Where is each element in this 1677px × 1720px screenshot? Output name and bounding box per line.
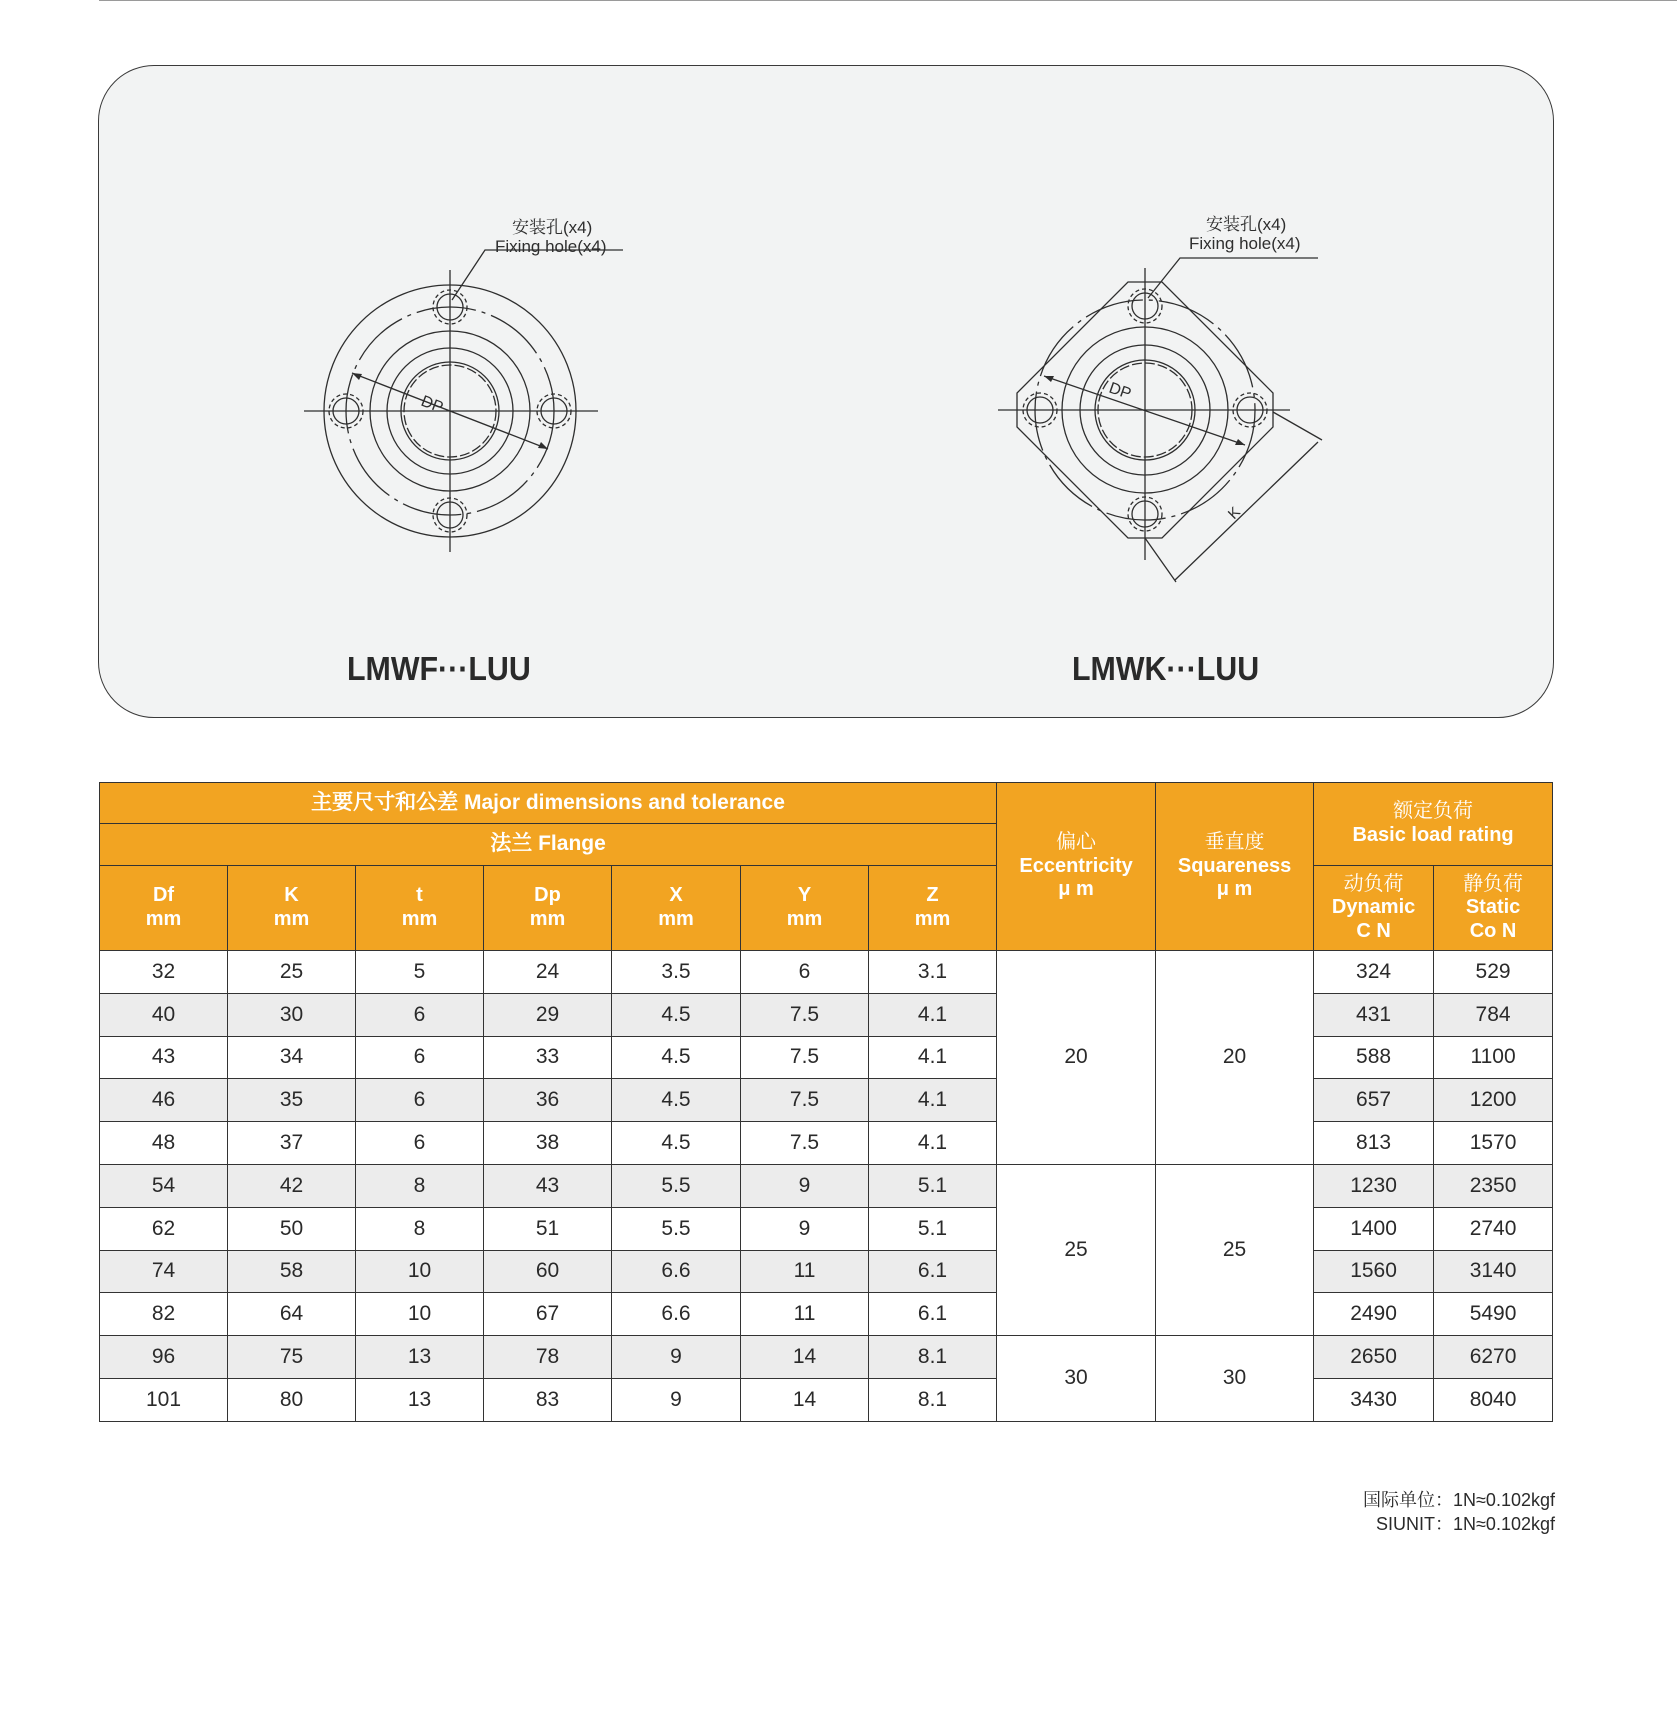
- footnote-cn: 国际单位：1N≈0.102kgf: [1363, 1490, 1555, 1510]
- cell-z: 6.1: [869, 1293, 997, 1336]
- cell-z: 8.1: [869, 1378, 997, 1421]
- cell-k: 35: [228, 1079, 356, 1122]
- squareness-en: Squareness: [1177, 854, 1292, 877]
- cell-df: 62: [100, 1207, 228, 1250]
- cell-x: 4.5: [612, 993, 741, 1036]
- cell-y: 7.5: [741, 1036, 869, 1079]
- cell-x: 6.6: [612, 1250, 741, 1293]
- cell-dp: 43: [484, 1164, 612, 1207]
- cell-df: 32: [100, 951, 228, 994]
- cell-t: 6: [356, 1122, 484, 1165]
- cell-df: 46: [100, 1079, 228, 1122]
- table-row: [100, 1164, 1553, 1207]
- cell-x: 9: [612, 1336, 741, 1379]
- header-major-dimensions: 主要尺寸和公差 Major dimensions and tolerance: [100, 783, 997, 824]
- cell-z: 6.1: [869, 1250, 997, 1293]
- cell-static: 529: [1434, 951, 1553, 994]
- cell-k: 34: [228, 1036, 356, 1079]
- cell-y: 7.5: [741, 1079, 869, 1122]
- col-header-static: 静负荷 Static Co N: [1434, 866, 1553, 951]
- cell-t: 6: [356, 1036, 484, 1079]
- load-en: Basic load rating: [1352, 824, 1514, 846]
- cell-df: 54: [100, 1164, 228, 1207]
- cell-t: 13: [356, 1378, 484, 1421]
- cell-z: 3.1: [869, 951, 997, 994]
- header-basic-load-rating: [1314, 783, 1553, 866]
- table-row: [100, 993, 1553, 1036]
- lmwk-callout-en: Fixing hole(x4): [1189, 234, 1301, 253]
- svg-text:DP: DP: [418, 392, 446, 417]
- cell-df: 96: [100, 1336, 228, 1379]
- cell-t: 10: [356, 1293, 484, 1336]
- table-row: [100, 1378, 1553, 1421]
- cell-y: 14: [741, 1378, 869, 1421]
- cell-dp: 29: [484, 993, 612, 1036]
- cell-dynamic: 2650: [1314, 1336, 1434, 1379]
- cell-t: 8: [356, 1207, 484, 1250]
- cell-dynamic: 657: [1314, 1079, 1434, 1122]
- cell-df: 101: [100, 1378, 228, 1421]
- cell-t: 10: [356, 1250, 484, 1293]
- cell-dynamic: 1400: [1314, 1207, 1434, 1250]
- cell-k: 50: [228, 1207, 356, 1250]
- cell-k: 30: [228, 993, 356, 1036]
- cell-y: 9: [741, 1164, 869, 1207]
- cell-dp: 24: [484, 951, 612, 994]
- squareness-unit: μ m: [1216, 878, 1253, 901]
- cell-k: 64: [228, 1293, 356, 1336]
- cell-x: 4.5: [612, 1036, 741, 1079]
- load-cn: 额定负荷: [1393, 800, 1474, 823]
- header-flange: 法兰 Flange: [100, 824, 997, 866]
- cell-dynamic: 1230: [1314, 1164, 1434, 1207]
- table-row: [100, 1250, 1553, 1293]
- cell-z: 4.1: [869, 993, 997, 1036]
- cell-eccentricity: 30: [997, 1336, 1156, 1422]
- cell-k: 42: [228, 1164, 356, 1207]
- cell-static: 8040: [1434, 1378, 1553, 1421]
- cell-t: 6: [356, 1079, 484, 1122]
- cell-dp: 60: [484, 1250, 612, 1293]
- cell-t: 13: [356, 1336, 484, 1379]
- table-row: [100, 1336, 1553, 1379]
- eccentricity-en: Eccentricity: [1019, 854, 1133, 877]
- cell-x: 5.5: [612, 1207, 741, 1250]
- table-row: [100, 951, 1553, 994]
- cell-df: 48: [100, 1122, 228, 1165]
- cell-static: 1200: [1434, 1079, 1553, 1122]
- cell-squareness: 30: [1156, 1336, 1314, 1422]
- cell-dynamic: 3430: [1314, 1378, 1434, 1421]
- cell-z: 4.1: [869, 1036, 997, 1079]
- cell-dp: 67: [484, 1293, 612, 1336]
- cell-dynamic: 2490: [1314, 1293, 1434, 1336]
- svg-text:K: K: [1224, 503, 1244, 523]
- cell-y: 7.5: [741, 993, 869, 1036]
- cell-y: 6: [741, 951, 869, 994]
- model-label-lmwk: LMWK···LUU: [1072, 650, 1260, 687]
- cell-y: 11: [741, 1250, 869, 1293]
- col-header-x: X mm: [612, 866, 741, 951]
- cell-z: 5.1: [869, 1207, 997, 1250]
- lmwf-callout-cn: 安装孔(x4): [512, 218, 593, 237]
- cell-y: 7.5: [741, 1122, 869, 1165]
- col-header-y: Y mm: [741, 866, 869, 951]
- model-label-lmwf: LMWF···LUU: [347, 650, 531, 687]
- cell-k: 75: [228, 1336, 356, 1379]
- cell-eccentricity: 25: [997, 1164, 1156, 1335]
- cell-dynamic: 813: [1314, 1122, 1434, 1165]
- squareness-cn: 垂直度: [1204, 831, 1265, 854]
- cell-dynamic: 324: [1314, 951, 1434, 994]
- header-squareness: [1156, 783, 1314, 951]
- cell-x: 4.5: [612, 1079, 741, 1122]
- table-row: [100, 1036, 1553, 1079]
- cell-df: 82: [100, 1293, 228, 1336]
- col-header-t: t mm: [356, 866, 484, 951]
- cell-z: 8.1: [869, 1336, 997, 1379]
- cell-k: 80: [228, 1378, 356, 1421]
- col-header-dp: Dp mm: [484, 866, 612, 951]
- cell-t: 5: [356, 951, 484, 994]
- cell-k: 25: [228, 951, 356, 994]
- svg-text:DP: DP: [1106, 379, 1134, 404]
- table-row: [100, 1122, 1553, 1165]
- cell-z: 4.1: [869, 1079, 997, 1122]
- cell-t: 8: [356, 1164, 484, 1207]
- top-rule: [99, 0, 1677, 1]
- cell-static: 3140: [1434, 1250, 1553, 1293]
- lmwf-callout-en: Fixing hole(x4): [495, 237, 607, 256]
- col-header-z: Z mm: [869, 866, 997, 951]
- cell-k: 58: [228, 1250, 356, 1293]
- lmwk-square-flange-drawing: [980, 200, 1340, 600]
- cell-df: 74: [100, 1250, 228, 1293]
- cell-dynamic: 431: [1314, 993, 1434, 1036]
- cell-dp: 33: [484, 1036, 612, 1079]
- cell-static: 5490: [1434, 1293, 1553, 1336]
- cell-squareness: 25: [1156, 1164, 1314, 1335]
- lmwk-callout-cn: 安装孔(x4): [1206, 215, 1287, 234]
- cell-static: 784: [1434, 993, 1553, 1036]
- table-row: [100, 1207, 1553, 1250]
- cell-x: 6.6: [612, 1293, 741, 1336]
- cell-static: 2350: [1434, 1164, 1553, 1207]
- cell-z: 5.1: [869, 1164, 997, 1207]
- col-header-k: K mm: [228, 866, 356, 951]
- cell-static: 1570: [1434, 1122, 1553, 1165]
- cell-k: 37: [228, 1122, 356, 1165]
- cell-x: 5.5: [612, 1164, 741, 1207]
- cell-dp: 83: [484, 1378, 612, 1421]
- cell-static: 2740: [1434, 1207, 1553, 1250]
- cell-df: 43: [100, 1036, 228, 1079]
- cell-y: 14: [741, 1336, 869, 1379]
- cell-static: 1100: [1434, 1036, 1553, 1079]
- eccentricity-unit: μ m: [1058, 878, 1094, 901]
- footnote-en: SIUNIT：1N≈0.102kgf: [1376, 1514, 1555, 1534]
- cell-dynamic: 1560: [1314, 1250, 1434, 1293]
- cell-dp: 51: [484, 1207, 612, 1250]
- col-header-df: Df mm: [100, 866, 228, 951]
- table-row: [100, 1293, 1553, 1336]
- cell-y: 11: [741, 1293, 869, 1336]
- eccentricity-cn: 偏心: [1056, 831, 1097, 854]
- col-header-dynamic: 动负荷 Dynamic C N: [1314, 866, 1434, 951]
- cell-x: 4.5: [612, 1122, 741, 1165]
- cell-dp: 36: [484, 1079, 612, 1122]
- cell-eccentricity: 20: [997, 951, 1156, 1165]
- header-eccentricity: [997, 783, 1156, 951]
- cell-dp: 38: [484, 1122, 612, 1165]
- cell-squareness: 20: [1156, 951, 1314, 1165]
- cell-dp: 78: [484, 1336, 612, 1379]
- cell-dynamic: 588: [1314, 1036, 1434, 1079]
- spec-table: [99, 782, 1553, 1422]
- cell-x: 3.5: [612, 951, 741, 994]
- cell-y: 9: [741, 1207, 869, 1250]
- cell-x: 9: [612, 1378, 741, 1421]
- cell-z: 4.1: [869, 1122, 997, 1165]
- cell-df: 40: [100, 993, 228, 1036]
- table-row: [100, 1079, 1553, 1122]
- cell-t: 6: [356, 993, 484, 1036]
- cell-static: 6270: [1434, 1336, 1553, 1379]
- si-unit-footnote: [1363, 1488, 1555, 1536]
